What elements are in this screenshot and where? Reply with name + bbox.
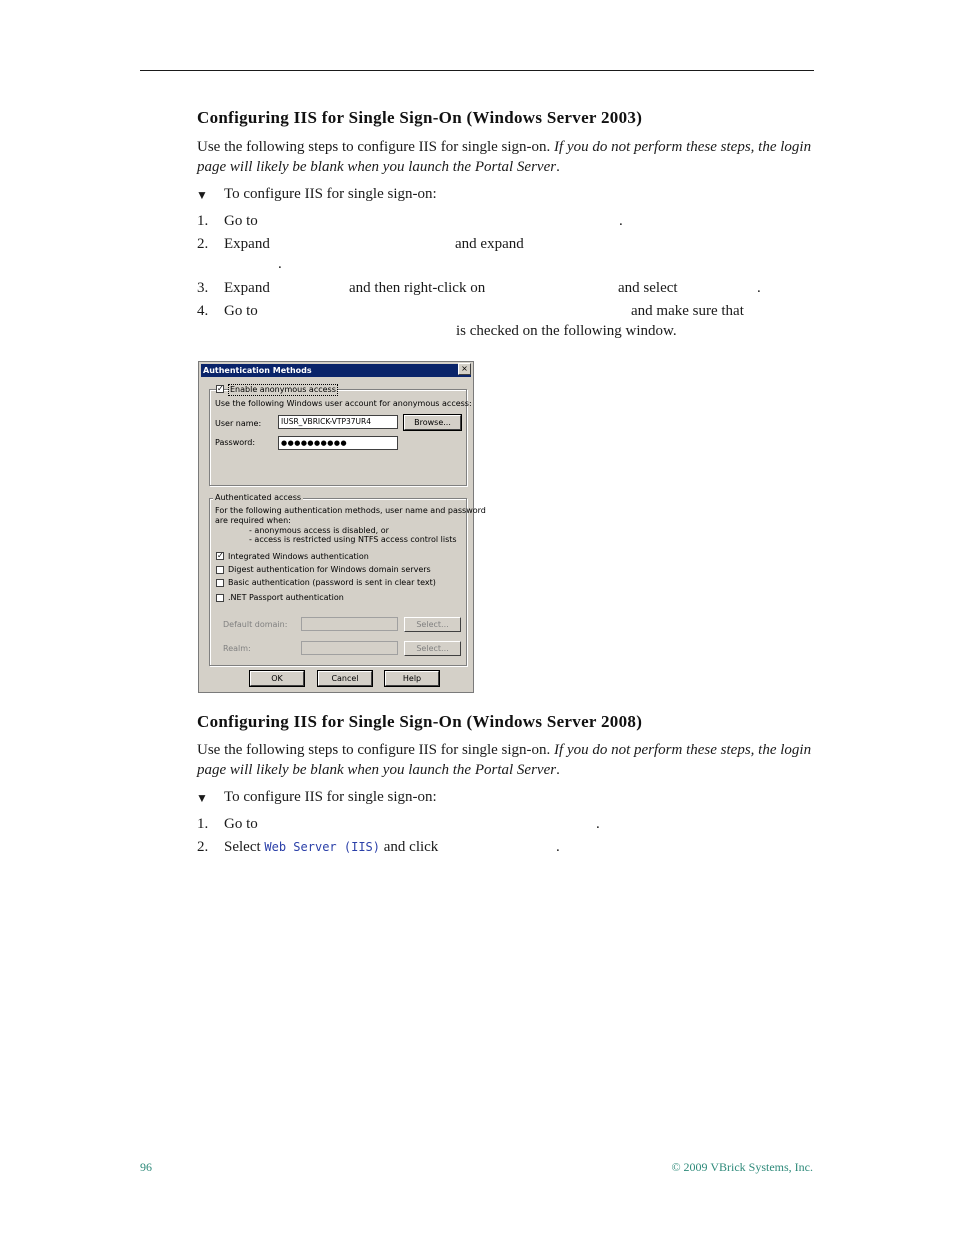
- step-text: and make sure that: [631, 303, 744, 319]
- authenticated-access-legend: Authenticated access: [215, 493, 302, 502]
- step-number: 2.: [197, 839, 209, 855]
- intro-warning: If you do not perform these steps, the login page will likely be blank when you launch the Portal Server: [197, 139, 812, 175]
- user-name-input[interactable]: IUSR_VBRICK-VTP37UR4: [278, 415, 398, 429]
- step-number: 1.: [197, 213, 209, 229]
- step-text: and expand: [455, 236, 524, 252]
- copyright: © 2009 VBrick Systems, Inc.: [671, 1160, 813, 1174]
- auth-description: are required when:: [215, 516, 291, 525]
- enable-anonymous-checkbox[interactable]: ✓: [217, 384, 224, 393]
- intro-paragraph-2008: Use the following steps to configure IIS for single sign-on. If you do not perform these steps, the login page will likely be blank when you launch the Portal Server.: [197, 742, 812, 778]
- intro-text: Use the following steps to configure IIS for single sign-on.: [197, 742, 551, 758]
- user-name-label: User name:: [215, 419, 262, 428]
- realm-input[interactable]: [301, 641, 398, 655]
- authentication-methods-dialog: [198, 361, 486, 693]
- procedure-title-2008: To configure IIS for single sign-on:: [224, 789, 437, 805]
- section-heading-2008: Configuring IIS for Single Sign-On (Windows Server 2008): [197, 712, 643, 731]
- default-domain-label: Default domain:: [223, 620, 288, 629]
- auth-condition: - access is restricted using NTFS access control lists: [249, 535, 457, 544]
- default-domain-input[interactable]: [301, 617, 398, 631]
- step-text: Go to: [224, 303, 258, 319]
- basic-auth-label: Basic authentication (password is sent in clear text): [228, 578, 436, 587]
- intro-warning: If you do not perform these steps, the login page will likely be blank when you launch the Portal Server: [197, 742, 812, 778]
- cancel-button[interactable]: Cancel: [318, 671, 372, 686]
- section-heading-2003: Configuring IIS for Single Sign-On (Windows Server 2003): [197, 108, 643, 127]
- step-text: and then right-click on: [349, 280, 486, 296]
- procedure-title-2003: To configure IIS for single sign-on:: [224, 186, 437, 202]
- step-text: .: [278, 256, 282, 272]
- step-text: .: [596, 816, 600, 832]
- step-text: is checked on the following window.: [456, 323, 677, 339]
- step-text: Expand: [224, 236, 270, 252]
- digest-auth-checkbox[interactable]: [216, 566, 224, 574]
- anonymous-description: Use the following Windows user account for anonymous access:: [215, 399, 472, 408]
- integrated-windows-label: Integrated Windows authentication: [228, 552, 369, 561]
- ok-button[interactable]: OK: [250, 671, 304, 686]
- step-number: 4.: [197, 303, 209, 319]
- passport-auth-checkbox[interactable]: [216, 594, 224, 602]
- auth-description: For the following authentication methods, user name and password: [215, 506, 486, 515]
- header-rule: [140, 70, 814, 71]
- step-text: Expand: [224, 280, 270, 296]
- step-text: .: [757, 280, 761, 296]
- step-number: 3.: [197, 280, 209, 296]
- auth-condition: - anonymous access is disabled, or: [249, 526, 389, 535]
- web-server-iis-code: Web Server (IIS): [264, 840, 380, 854]
- step-number: 2.: [197, 236, 209, 252]
- page-number: 96: [140, 1160, 152, 1174]
- triangle-bullet-icon: ▼: [196, 188, 208, 202]
- step-text: .: [619, 213, 623, 229]
- step-text: .: [556, 839, 560, 855]
- step-text: and select: [618, 280, 678, 296]
- integrated-windows-checkbox[interactable]: ✓: [217, 551, 224, 560]
- help-button[interactable]: Help: [385, 671, 439, 686]
- dialog-title-bar: [201, 364, 471, 377]
- step-text: Go to: [224, 213, 258, 229]
- select-domain-button[interactable]: Select...: [404, 617, 461, 632]
- select-realm-button[interactable]: Select...: [404, 641, 461, 656]
- intro-paragraph-2003: Use the following steps to configure IIS for single sign-on. If you do not perform these steps, the login page will likely be blank when you launch the Portal Server.: [197, 139, 812, 175]
- password-input[interactable]: ●●●●●●●●●●: [278, 436, 398, 450]
- step-number: 1.: [197, 816, 209, 832]
- browse-button[interactable]: Browse...: [404, 415, 461, 430]
- triangle-bullet-icon: ▼: [196, 791, 208, 805]
- intro-text: Use the following steps to configure IIS for single sign-on.: [197, 139, 551, 155]
- basic-auth-checkbox[interactable]: [216, 579, 224, 587]
- dialog-title: Authentication Methods: [203, 366, 312, 375]
- enable-anonymous-label: Enable anonymous access: [230, 385, 336, 394]
- passport-auth-label: .NET Passport authentication: [228, 593, 344, 602]
- password-label: Password:: [215, 438, 256, 447]
- digest-auth-label: Digest authentication for Windows domain servers: [228, 565, 431, 574]
- realm-label: Realm:: [223, 644, 251, 653]
- step-text: Go to: [224, 816, 258, 832]
- close-icon[interactable]: ×: [458, 363, 471, 375]
- step-text: Select Web Server (IIS) and click: [224, 839, 439, 855]
